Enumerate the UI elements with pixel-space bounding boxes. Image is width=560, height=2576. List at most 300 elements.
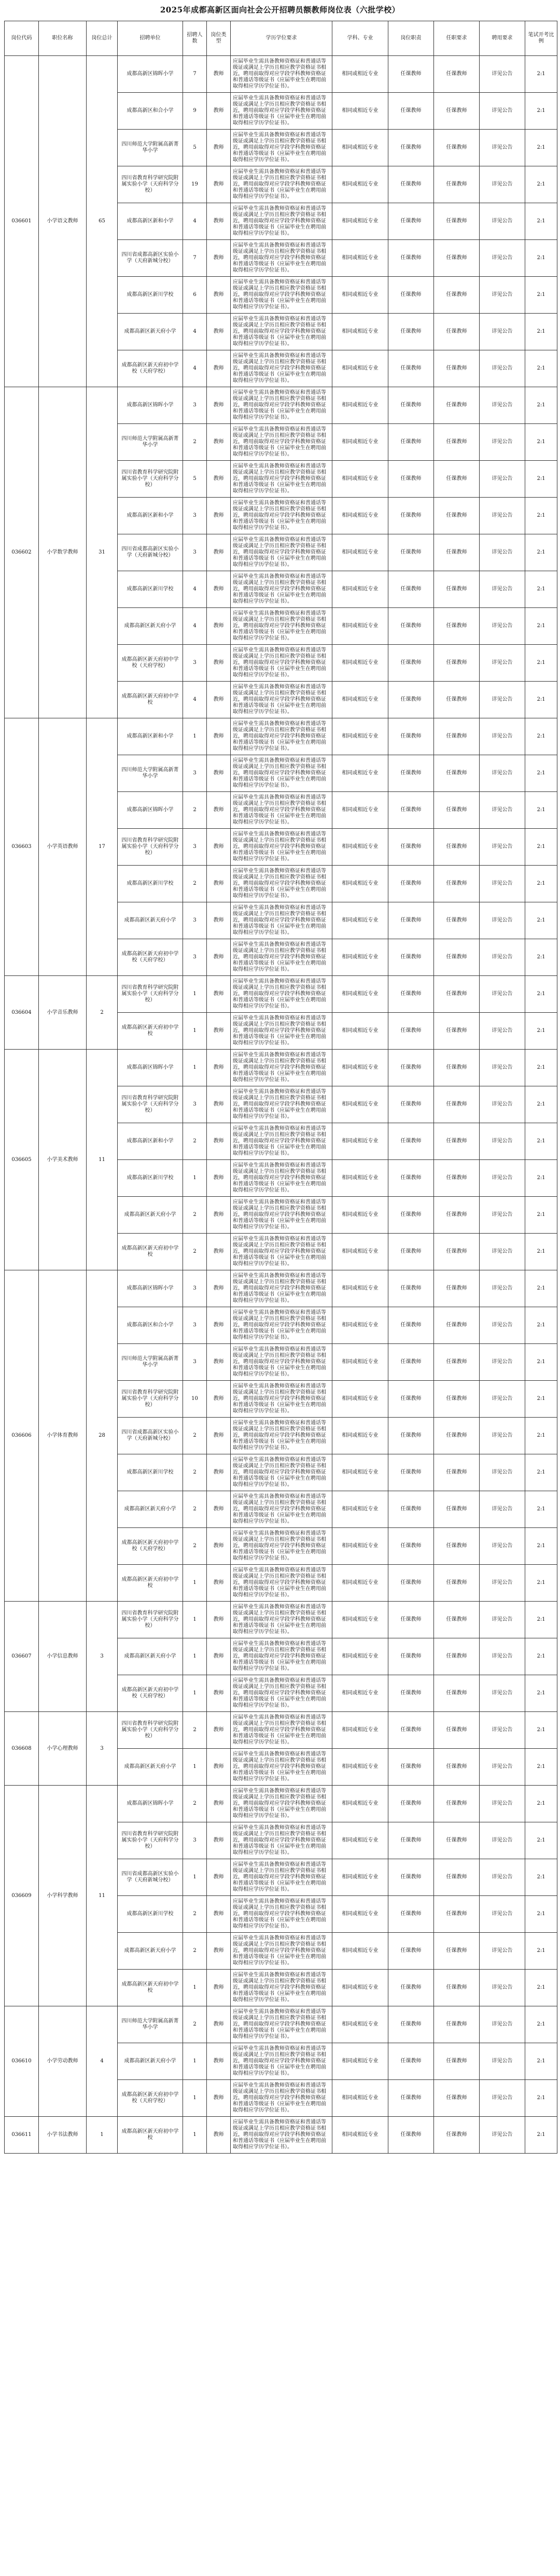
employ-requirement: 详见公告	[480, 1638, 525, 1675]
hire-count: 1	[183, 1859, 207, 1896]
post-duty: 任课教师	[388, 1307, 434, 1344]
school-name: 成都高新区新和小学	[118, 718, 183, 755]
major-requirement: 相同或相近专业	[332, 1418, 388, 1454]
exam-ratio: 2:1	[525, 939, 557, 976]
employ-requirement: 详见公告	[480, 424, 525, 461]
post-duty: 任课教师	[388, 93, 434, 130]
other-requirement: 任课教师	[434, 976, 480, 1013]
degree-requirement: 应届毕业生需具备教师资格证和普通话等级证或满足上学历且相应教学资格证书相近，聘用前取得对应学段学科教师资格证和普通话等级证书（应届毕业生在聘用前取得相应学历学位证书）。	[231, 1638, 332, 1675]
major-requirement: 相同或相近专业	[332, 1197, 388, 1234]
degree-requirement: 应届毕业生需具备教师资格证和普通话等级证或满足上学历且相应教学资格证书相近，聘用前取得对应学段学科教师资格证和普通话等级证书（应届毕业生在聘用前取得相应学历学位证书）。	[231, 1454, 332, 1491]
major-requirement: 相同或相近专业	[332, 1822, 388, 1859]
employ-requirement: 详见公告	[480, 240, 525, 277]
degree-requirement: 应届毕业生需具备教师资格证和普通话等级证或满足上学历且相应教学资格证书相近，聘用前取得对应学段学科教师资格证和普通话等级证书（应届毕业生在聘用前取得相应学历学位证书）。	[231, 755, 332, 792]
school-name: 成都高新区新川学校	[118, 277, 183, 314]
exam-ratio: 2:1	[525, 645, 557, 682]
post-duty: 任课教师	[388, 755, 434, 792]
school-name: 成都高新区新天府初中学校（天府学校）	[118, 2080, 183, 2117]
post-duty: 任课教师	[388, 1675, 434, 1712]
post-total: 2	[87, 976, 118, 1050]
post-type: 教师	[207, 2043, 231, 2080]
other-requirement: 任课教师	[434, 461, 480, 498]
table-row	[5, 1786, 557, 1822]
major-requirement: 相同或相近专业	[332, 571, 388, 608]
hire-count: 2	[183, 1234, 207, 1270]
post-type: 教师	[207, 1970, 231, 2006]
recruitment-table	[4, 21, 557, 2154]
degree-requirement: 应届毕业生需具备教师资格证和普通话等级证或满足上学历且相应教学资格证书相近，聘用前取得对应学段学科教师资格证和普通话等级证书（应届毕业生在聘用前取得相应学历学位证书）。	[231, 829, 332, 866]
exam-ratio: 2:1	[525, 1859, 557, 1896]
major-requirement: 相同或相近专业	[332, 1528, 388, 1565]
degree-requirement: 应届毕业生需具备教师资格证和普通话等级证或满足上学历且相应教学资格证书相近，聘用前取得对应学段学科教师资格证和普通话等级证书（应届毕业生在聘用前取得相应学历学位证书）。	[231, 2043, 332, 2080]
post-code: 036603	[5, 718, 39, 976]
other-requirement: 任课教师	[434, 1602, 480, 1638]
exam-ratio: 2:1	[525, 755, 557, 792]
employ-requirement: 详见公告	[480, 1859, 525, 1896]
hire-count: 4	[183, 350, 207, 387]
employ-requirement: 详见公告	[480, 608, 525, 645]
header-ratio: 笔试开考比例	[525, 21, 557, 56]
hire-count: 2	[183, 1123, 207, 1160]
post-code: 036610	[5, 2006, 39, 2117]
post-duty: 任课教师	[388, 1013, 434, 1050]
hire-count: 1	[183, 2043, 207, 2080]
school-name: 成都高新区新天府初中学校	[118, 1970, 183, 2006]
post-code: 036604	[5, 976, 39, 1050]
school-name: 成都高新区新天府小学	[118, 608, 183, 645]
post-type: 教师	[207, 976, 231, 1013]
major-requirement: 相同或相近专业	[332, 1086, 388, 1123]
employ-requirement: 详见公告	[480, 1086, 525, 1123]
degree-requirement: 应届毕业生需具备教师资格证和普通话等级证或满足上学历且相应教学资格证书相近，聘用前取得对应学段学科教师资格证和普通话等级证书（应届毕业生在聘用前取得相应学历学位证书）。	[231, 350, 332, 387]
degree-requirement: 应届毕业生需具备教师资格证和普通话等级证或满足上学历且相应教学资格证书相近，聘用前取得对应学段学科教师资格证和普通话等级证书（应届毕业生在聘用前取得相应学历学位证书）。	[231, 902, 332, 939]
post-duty: 任课教师	[388, 240, 434, 277]
hire-count: 3	[183, 1344, 207, 1381]
post-duty: 任课教师	[388, 608, 434, 645]
major-requirement: 相同或相近专业	[332, 645, 388, 682]
employ-requirement: 详见公告	[480, 682, 525, 718]
post-duty: 任课教师	[388, 645, 434, 682]
post-total: 17	[87, 718, 118, 976]
other-requirement: 任课教师	[434, 902, 480, 939]
header-employ: 聘用要求	[480, 21, 525, 56]
hire-count: 9	[183, 93, 207, 130]
school-name: 成都高新区和合小学	[118, 1307, 183, 1344]
post-duty: 任课教师	[388, 1050, 434, 1086]
exam-ratio: 2:1	[525, 2080, 557, 2117]
post-duty: 任课教师	[388, 166, 434, 203]
degree-requirement: 应届毕业生需具备教师资格证和普通话等级证或满足上学历且相应教学资格证书相近，聘用前取得对应学段学科教师资格证和普通话等级证书（应届毕业生在聘用前取得相应学历学位证书）。	[231, 866, 332, 902]
other-requirement: 任课教师	[434, 1565, 480, 1602]
employ-requirement: 详见公告	[480, 902, 525, 939]
post-code: 036602	[5, 387, 39, 718]
post-duty: 任课教师	[388, 1234, 434, 1270]
other-requirement: 任课教师	[434, 1749, 480, 1786]
degree-requirement: 应届毕业生需具备教师资格证和普通话等级证或满足上学历且相应教学资格证书相近，聘用前取得对应学段学科教师资格证和普通话等级证书（应届毕业生在聘用前取得相应学历学位证书）。	[231, 1197, 332, 1234]
table-row	[5, 56, 557, 93]
degree-requirement: 应届毕业生需具备教师资格证和普通话等级证或满足上学历且相应教学资格证书相近，聘用前取得对应学段学科教师资格证和普通话等级证书（应届毕业生在聘用前取得相应学历学位证书）。	[231, 498, 332, 534]
hire-count: 2	[183, 424, 207, 461]
school-name: 四川师范大学附属高新菁华小学	[118, 1344, 183, 1381]
school-name: 成都高新区锦晖小学	[118, 387, 183, 424]
hire-count: 2	[183, 1418, 207, 1454]
other-requirement: 任课教师	[434, 1197, 480, 1234]
post-type: 教师	[207, 534, 231, 571]
exam-ratio: 2:1	[525, 682, 557, 718]
hire-count: 1	[183, 1638, 207, 1675]
degree-requirement: 应届毕业生需具备教师资格证和普通话等级证或满足上学历且相应教学资格证书相近，聘用前取得对应学段学科教师资格证和普通话等级证书（应届毕业生在聘用前取得相应学历学位证书）。	[231, 1491, 332, 1528]
other-requirement: 任课教师	[434, 2080, 480, 2117]
post-duty: 任课教师	[388, 1270, 434, 1307]
post-type: 教师	[207, 2080, 231, 2117]
hire-count: 3	[183, 1822, 207, 1859]
school-name: 成都高新区和合小学	[118, 93, 183, 130]
hire-count: 7	[183, 56, 207, 93]
degree-requirement: 应届毕业生需具备教师资格证和普通话等级证或满足上学历且相应教学资格证书相近，聘用前取得对应学段学科教师资格证和普通话等级证书（应届毕业生在聘用前取得相应学历学位证书）。	[231, 1822, 332, 1859]
post-duty: 任课教师	[388, 829, 434, 866]
post-type: 教师	[207, 203, 231, 240]
exam-ratio: 2:1	[525, 1160, 557, 1197]
degree-requirement: 应届毕业生需具备教师资格证和普通话等级证或满足上学历且相应教学资格证书相近，聘用前取得对应学段学科教师资格证和普通话等级证书（应届毕业生在聘用前取得相应学历学位证书）。	[231, 1418, 332, 1454]
hire-count: 4	[183, 608, 207, 645]
other-requirement: 任课教师	[434, 1086, 480, 1123]
employ-requirement: 详见公告	[480, 203, 525, 240]
other-requirement: 任课教师	[434, 829, 480, 866]
major-requirement: 相同或相近专业	[332, 2117, 388, 2154]
major-requirement: 相同或相近专业	[332, 1675, 388, 1712]
exam-ratio: 2:1	[525, 1933, 557, 1970]
major-requirement: 相同或相近专业	[332, 1491, 388, 1528]
degree-requirement: 应届毕业生需具备教师资格证和普通话等级证或满足上学历且相应教学资格证书相近，聘用前取得对应学段学科教师资格证和普通话等级证书（应届毕业生在聘用前取得相应学历学位证书）。	[231, 939, 332, 976]
other-requirement: 任课教师	[434, 1970, 480, 2006]
other-requirement: 任课教师	[434, 1418, 480, 1454]
table-row	[5, 1270, 557, 1307]
post-type: 教师	[207, 1086, 231, 1123]
school-name: 成都高新区新天府小学	[118, 314, 183, 350]
other-requirement: 任课教师	[434, 1528, 480, 1565]
post-duty: 任课教师	[388, 1528, 434, 1565]
post-type: 教师	[207, 755, 231, 792]
major-requirement: 相同或相近专业	[332, 1859, 388, 1896]
employ-requirement: 详见公告	[480, 571, 525, 608]
exam-ratio: 2:1	[525, 1307, 557, 1344]
employ-requirement: 详见公告	[480, 1565, 525, 1602]
school-name: 四川省教育科学研究院附属实验小学（天府科学分校）	[118, 1822, 183, 1859]
school-name: 四川省成都高新区实验小学（天府新城分校）	[118, 1418, 183, 1454]
school-name: 四川省成都高新区实验小学（天府新城分校）	[118, 534, 183, 571]
other-requirement: 任课教师	[434, 1270, 480, 1307]
school-name: 四川师范大学附属高新菁华小学	[118, 2006, 183, 2043]
major-requirement: 相同或相近专业	[332, 350, 388, 387]
table-row	[5, 2006, 557, 2043]
header-count: 招聘人数	[183, 21, 207, 56]
major-requirement: 相同或相近专业	[332, 1013, 388, 1050]
degree-requirement: 应届毕业生需具备教师资格证和普通话等级证或满足上学历且相应教学资格证书相近，聘用前取得对应学段学科教师资格证和普通话等级证书（应届毕业生在聘用前取得相应学历学位证书）。	[231, 387, 332, 424]
major-requirement: 相同或相近专业	[332, 829, 388, 866]
degree-requirement: 应届毕业生需具备教师资格证和普通话等级证或满足上学历且相应教学资格证书相近，聘用前取得对应学段学科教师资格证和普通话等级证书（应届毕业生在聘用前取得相应学历学位证书）。	[231, 314, 332, 350]
other-requirement: 任课教师	[434, 1381, 480, 1418]
exam-ratio: 2:1	[525, 1491, 557, 1528]
exam-ratio: 2:1	[525, 902, 557, 939]
post-duty: 任课教师	[388, 534, 434, 571]
hire-count: 2	[183, 1528, 207, 1565]
employ-requirement: 详见公告	[480, 1270, 525, 1307]
table-row	[5, 976, 557, 1013]
post-type: 教师	[207, 1491, 231, 1528]
school-name: 成都高新区新天府初中学校（天府学校）	[118, 350, 183, 387]
post-duty: 任课教师	[388, 866, 434, 902]
exam-ratio: 2:1	[525, 829, 557, 866]
post-total: 65	[87, 56, 118, 387]
post-duty: 任课教师	[388, 2080, 434, 2117]
major-requirement: 相同或相近专业	[332, 1749, 388, 1786]
post-duty: 任课教师	[388, 387, 434, 424]
exam-ratio: 2:1	[525, 1638, 557, 1675]
post-total: 28	[87, 1270, 118, 1602]
post-type: 教师	[207, 939, 231, 976]
hire-count: 5	[183, 461, 207, 498]
post-type: 教师	[207, 792, 231, 829]
other-requirement: 任课教师	[434, 2006, 480, 2043]
exam-ratio: 2:1	[525, 1786, 557, 1822]
post-type: 教师	[207, 1381, 231, 1418]
degree-requirement: 应届毕业生需具备教师资格证和普通话等级证或满足上学历且相应教学资格证书相近，聘用前取得对应学段学科教师资格证和普通话等级证书（应届毕业生在聘用前取得相应学历学位证书）。	[231, 1749, 332, 1786]
other-requirement: 任课教师	[434, 203, 480, 240]
hire-count: 1	[183, 1013, 207, 1050]
employ-requirement: 详见公告	[480, 866, 525, 902]
degree-requirement: 应届毕业生需具备教师资格证和普通话等级证或满足上学历且相应教学资格证书相近，聘用前取得对应学段学科教师资格证和普通话等级证书（应届毕业生在聘用前取得相应学历学位证书）。	[231, 1050, 332, 1086]
post-type: 教师	[207, 1749, 231, 1786]
post-name: 小学数学教师	[39, 387, 87, 718]
degree-requirement: 应届毕业生需具备教师资格证和普通话等级证或满足上学历且相应教学资格证书相近，聘用前取得对应学段学科教师资格证和普通话等级证书（应届毕业生在聘用前取得相应学历学位证书）。	[231, 1859, 332, 1896]
post-duty: 任课教师	[388, 424, 434, 461]
post-duty: 任课教师	[388, 314, 434, 350]
degree-requirement: 应届毕业生需具备教师资格证和普通话等级证或满足上学历且相应教学资格证书相近，聘用前取得对应学段学科教师资格证和普通话等级证书（应届毕业生在聘用前取得相应学历学位证书）。	[231, 571, 332, 608]
post-type: 教师	[207, 1602, 231, 1638]
header-degree: 学历学位要求	[231, 21, 332, 56]
post-duty: 任课教师	[388, 1859, 434, 1896]
major-requirement: 相同或相近专业	[332, 424, 388, 461]
school-name: 成都高新区新天府初中学校	[118, 1565, 183, 1602]
employ-requirement: 详见公告	[480, 1050, 525, 1086]
school-name: 四川省教育科学研究院附属实验小学（天府科学分校）	[118, 976, 183, 1013]
post-type: 教师	[207, 1123, 231, 1160]
employ-requirement: 详见公告	[480, 1381, 525, 1418]
post-type: 教师	[207, 2117, 231, 2154]
exam-ratio: 2:1	[525, 203, 557, 240]
employ-requirement: 详见公告	[480, 498, 525, 534]
post-type: 教师	[207, 1528, 231, 1565]
degree-requirement: 应届毕业生需具备教师资格证和普通话等级证或满足上学历且相应教学资格证书相近，聘用前取得对应学段学科教师资格证和普通话等级证书（应届毕业生在聘用前取得相应学历学位证书）。	[231, 608, 332, 645]
post-type: 教师	[207, 1307, 231, 1344]
exam-ratio: 2:1	[525, 1418, 557, 1454]
post-duty: 任课教师	[388, 902, 434, 939]
post-type: 教师	[207, 277, 231, 314]
other-requirement: 任课教师	[434, 1638, 480, 1675]
exam-ratio: 2:1	[525, 2006, 557, 2043]
other-requirement: 任课教师	[434, 1454, 480, 1491]
employ-requirement: 详见公告	[480, 1491, 525, 1528]
post-code: 036601	[5, 56, 39, 387]
degree-requirement: 应届毕业生需具备教师资格证和普通话等级证或满足上学历且相应教学资格证书相近，聘用前取得对应学段学科教师资格证和普通话等级证书（应届毕业生在聘用前取得相应学历学位证书）。	[231, 645, 332, 682]
major-requirement: 相同或相近专业	[332, 56, 388, 93]
exam-ratio: 2:1	[525, 976, 557, 1013]
school-name: 成都高新区新川学校	[118, 1454, 183, 1491]
hire-count: 3	[183, 498, 207, 534]
major-requirement: 相同或相近专业	[332, 1638, 388, 1675]
post-code: 036609	[5, 1786, 39, 2006]
major-requirement: 相同或相近专业	[332, 2006, 388, 2043]
school-name: 四川省教育科学研究院附属实验小学（天府科学分校）	[118, 1602, 183, 1638]
post-type: 教师	[207, 1712, 231, 1749]
post-type: 教师	[207, 645, 231, 682]
hire-count: 2	[183, 1933, 207, 1970]
post-duty: 任课教师	[388, 1970, 434, 2006]
other-requirement: 任课教师	[434, 1307, 480, 1344]
hire-count: 19	[183, 166, 207, 203]
exam-ratio: 2:1	[525, 130, 557, 166]
employ-requirement: 详见公告	[480, 2080, 525, 2117]
degree-requirement: 应届毕业生需具备教师资格证和普通话等级证或满足上学历且相应教学资格证书相近，聘用前取得对应学段学科教师资格证和普通话等级证书（应届毕业生在聘用前取得相应学历学位证书）。	[231, 1270, 332, 1307]
degree-requirement: 应届毕业生需具备教师资格证和普通话等级证或满足上学历且相应教学资格证书相近，聘用前取得对应学段学科教师资格证和普通话等级证书（应届毕业生在聘用前取得相应学历学位证书）。	[231, 203, 332, 240]
degree-requirement: 应届毕业生需具备教师资格证和普通话等级证或满足上学历且相应教学资格证书相近，聘用前取得对应学段学科教师资格证和普通话等级证书（应届毕业生在聘用前取得相应学历学位证书）。	[231, 2117, 332, 2154]
employ-requirement: 详见公告	[480, 461, 525, 498]
post-type: 教师	[207, 2006, 231, 2043]
school-name: 成都高新区锦晖小学	[118, 792, 183, 829]
school-name: 四川省教育科学研究院附属实验小学（天府科学分校）	[118, 1381, 183, 1418]
employ-requirement: 详见公告	[480, 1418, 525, 1454]
hire-count: 2	[183, 1896, 207, 1933]
hire-count: 6	[183, 277, 207, 314]
post-total: 3	[87, 1712, 118, 1786]
school-name: 成都高新区新和小学	[118, 498, 183, 534]
degree-requirement: 应届毕业生需具备教师资格证和普通话等级证或满足上学历且相应教学资格证书相近，聘用前取得对应学段学科教师资格证和普通话等级证书（应届毕业生在聘用前取得相应学历学位证书）。	[231, 1307, 332, 1344]
exam-ratio: 2:1	[525, 240, 557, 277]
employ-requirement: 详见公告	[480, 792, 525, 829]
school-name: 四川省教育科学研究院附属实验小学（天府科学分校）	[118, 461, 183, 498]
hire-count: 1	[183, 1160, 207, 1197]
other-requirement: 任课教师	[434, 1712, 480, 1749]
post-name: 小学语文教师	[39, 56, 87, 387]
exam-ratio: 2:1	[525, 1970, 557, 2006]
employ-requirement: 详见公告	[480, 1344, 525, 1381]
post-duty: 任课教师	[388, 2043, 434, 2080]
employ-requirement: 详见公告	[480, 1749, 525, 1786]
degree-requirement: 应届毕业生需具备教师资格证和普通话等级证或满足上学历且相应教学资格证书相近，聘用前取得对应学段学科教师资格证和普通话等级证书（应届毕业生在聘用前取得相应学历学位证书）。	[231, 1013, 332, 1050]
exam-ratio: 2:1	[525, 2117, 557, 2154]
hire-count: 4	[183, 203, 207, 240]
table-row	[5, 2117, 557, 2154]
post-type: 教师	[207, 498, 231, 534]
employ-requirement: 详见公告	[480, 387, 525, 424]
major-requirement: 相同或相近专业	[332, 682, 388, 718]
hire-count: 1	[183, 718, 207, 755]
post-name: 小学心理教师	[39, 1712, 87, 1786]
major-requirement: 相同或相近专业	[332, 718, 388, 755]
major-requirement: 相同或相近专业	[332, 1896, 388, 1933]
employ-requirement: 详见公告	[480, 1123, 525, 1160]
post-type: 教师	[207, 1418, 231, 1454]
post-type: 教师	[207, 1197, 231, 1234]
school-name: 成都高新区新天府小学	[118, 1933, 183, 1970]
degree-requirement: 应届毕业生需具备教师资格证和普通话等级证或满足上学历且相应教学资格证书相近，聘用前取得对应学段学科教师资格证和普通话等级证书（应届毕业生在聘用前取得相应学历学位证书）。	[231, 1970, 332, 2006]
exam-ratio: 2:1	[525, 1270, 557, 1307]
post-duty: 任课教师	[388, 1197, 434, 1234]
degree-requirement: 应届毕业生需具备教师资格证和普通话等级证或满足上学历且相应教学资格证书相近，聘用前取得对应学段学科教师资格证和普通话等级证书（应届毕业生在聘用前取得相应学历学位证书）。	[231, 792, 332, 829]
hire-count: 3	[183, 645, 207, 682]
degree-requirement: 应届毕业生需具备教师资格证和普通话等级证或满足上学历且相应教学资格证书相近，聘用前取得对应学段学科教师资格证和普通话等级证书（应届毕业生在聘用前取得相应学历学位证书）。	[231, 56, 332, 93]
post-type: 教师	[207, 1565, 231, 1602]
table-header-row	[5, 21, 557, 56]
degree-requirement: 应届毕业生需具备教师资格证和普通话等级证或满足上学历且相应教学资格证书相近，聘用前取得对应学段学科教师资格证和普通话等级证书（应届毕业生在聘用前取得相应学历学位证书）。	[231, 976, 332, 1013]
exam-ratio: 2:1	[525, 277, 557, 314]
degree-requirement: 应届毕业生需具备教师资格证和普通话等级证或满足上学历且相应教学资格证书相近，聘用前取得对应学段学科教师资格证和普通话等级证书（应届毕业生在聘用前取得相应学历学位证书）。	[231, 1160, 332, 1197]
degree-requirement: 应届毕业生需具备教师资格证和普通话等级证或满足上学历且相应教学资格证书相近，聘用前取得对应学段学科教师资格证和普通话等级证书（应届毕业生在聘用前取得相应学历学位证书）。	[231, 166, 332, 203]
major-requirement: 相同或相近专业	[332, 792, 388, 829]
exam-ratio: 2:1	[525, 1381, 557, 1418]
post-duty: 任课教师	[388, 350, 434, 387]
exam-ratio: 2:1	[525, 498, 557, 534]
school-name: 成都高新区锦晖小学	[118, 1270, 183, 1307]
header-type: 岗位类型	[207, 21, 231, 56]
post-type: 教师	[207, 461, 231, 498]
exam-ratio: 2:1	[525, 1602, 557, 1638]
exam-ratio: 2:1	[525, 608, 557, 645]
employ-requirement: 详见公告	[480, 718, 525, 755]
degree-requirement: 应届毕业生需具备教师资格证和普通话等级证或满足上学历且相应教学资格证书相近，聘用前取得对应学段学科教师资格证和普通话等级证书（应届毕业生在聘用前取得相应学历学位证书）。	[231, 1344, 332, 1381]
employ-requirement: 详见公告	[480, 1970, 525, 2006]
post-duty: 任课教师	[388, 718, 434, 755]
school-name: 四川省教育科学研究院附属实验小学（天府科学分校）	[118, 1086, 183, 1123]
exam-ratio: 2:1	[525, 1086, 557, 1123]
major-requirement: 相同或相近专业	[332, 1270, 388, 1307]
post-type: 教师	[207, 56, 231, 93]
degree-requirement: 应届毕业生需具备教师资格证和普通话等级证或满足上学历且相应教学资格证书相近，聘用前取得对应学段学科教师资格证和普通话等级证书（应届毕业生在聘用前取得相应学历学位证书）。	[231, 1675, 332, 1712]
degree-requirement: 应届毕业生需具备教师资格证和普通话等级证或满足上学历且相应教学资格证书相近，聘用前取得对应学段学科教师资格证和普通话等级证书（应届毕业生在聘用前取得相应学历学位证书）。	[231, 1528, 332, 1565]
header-position: 职位名称	[39, 21, 87, 56]
other-requirement: 任课教师	[434, 645, 480, 682]
other-requirement: 任课教师	[434, 350, 480, 387]
post-type: 教师	[207, 1344, 231, 1381]
school-name: 成都高新区新和小学	[118, 1123, 183, 1160]
employ-requirement: 详见公告	[480, 1307, 525, 1344]
major-requirement: 相同或相近专业	[332, 1602, 388, 1638]
exam-ratio: 2:1	[525, 387, 557, 424]
school-name: 成都高新区新和小学	[118, 203, 183, 240]
hire-count: 1	[183, 1675, 207, 1712]
degree-requirement: 应届毕业生需具备教师资格证和普通话等级证或满足上学历且相应教学资格证书相近，聘用前取得对应学段学科教师资格证和普通话等级证书（应届毕业生在聘用前取得相应学历学位证书）。	[231, 461, 332, 498]
post-duty: 任课教师	[388, 571, 434, 608]
hire-count: 1	[183, 1749, 207, 1786]
hire-count: 1	[183, 2080, 207, 2117]
post-duty: 任课教师	[388, 1344, 434, 1381]
exam-ratio: 2:1	[525, 1896, 557, 1933]
other-requirement: 任课教师	[434, 130, 480, 166]
employ-requirement: 详见公告	[480, 645, 525, 682]
post-name: 小学劳动教师	[39, 2006, 87, 2117]
header-requirement: 任职要求	[434, 21, 480, 56]
exam-ratio: 2:1	[525, 1528, 557, 1565]
exam-ratio: 2:1	[525, 93, 557, 130]
employ-requirement: 详见公告	[480, 1197, 525, 1234]
employ-requirement: 详见公告	[480, 829, 525, 866]
post-duty: 任课教师	[388, 1896, 434, 1933]
major-requirement: 相同或相近专业	[332, 1307, 388, 1344]
post-duty: 任课教师	[388, 1749, 434, 1786]
other-requirement: 任课教师	[434, 1933, 480, 1970]
header-code: 岗位代码	[5, 21, 39, 56]
table-row	[5, 1050, 557, 1086]
